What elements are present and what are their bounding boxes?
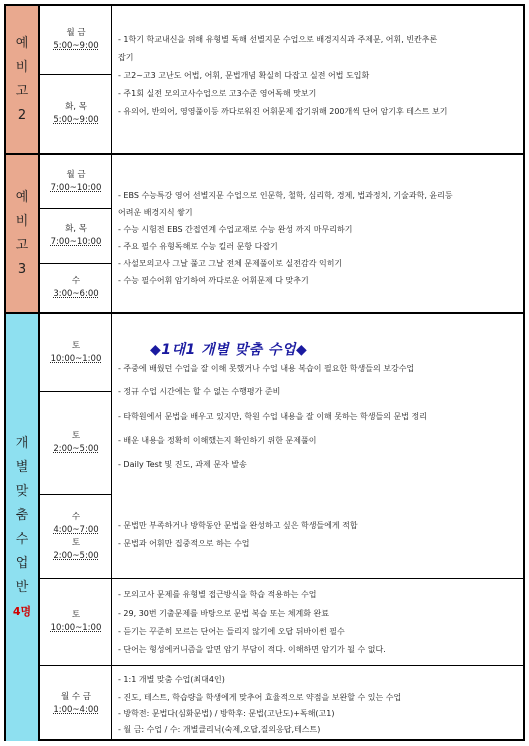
slot-time: 10:00~1:00 <box>50 623 102 633</box>
section-label-char: 개 <box>15 435 29 451</box>
slot-time: 7:00~10:00 <box>50 182 102 193</box>
class-size-badge: 4명 <box>12 604 32 618</box>
slot-time: 7:00~10:00 <box>50 237 102 247</box>
section-label-char: 2 <box>17 107 27 123</box>
content-line: - 주1회 실전 모의고사수업으로 고3수준 영어독해 맛보기 <box>118 89 317 98</box>
section-label-char: 예 <box>15 189 29 205</box>
content-line: - 타학원에서 문법을 배우고 있지만, 학원 수업 내용을 잘 이해 못하는 학생들의 문법 정리 <box>118 412 427 421</box>
section-label-char: 고 <box>15 237 29 253</box>
section-label-char: 비 <box>15 59 29 75</box>
content-line: - 수능 시험전 EBS 간접연계 수업교재로 수능 완성 까지 마무리하기 <box>118 225 353 234</box>
section-label-individual <box>6 314 38 741</box>
section-label-char: 반 <box>15 579 29 595</box>
slot-time: 5:00~9:00 <box>53 115 99 125</box>
content-line: - 주요 필수 유형독해로 수능 킬러 문항 다잡기 <box>118 242 278 251</box>
time-slot <box>40 155 112 208</box>
one-on-one-banner: ◆1대1 개별 맞춤 수업◆ <box>150 342 308 358</box>
time-slot <box>40 392 112 494</box>
section-label-char: 3 <box>17 261 27 277</box>
content-line: - 1학기 학교내신을 위해 유형별 독해 선별지문 수업으로 배경지식과 주제문, 어휘, 빈칸추론 <box>118 35 438 44</box>
time-slot <box>40 264 112 312</box>
section-label-char: 고 <box>15 83 29 99</box>
content-line: - 배운 내용을 정확히 이해했는지 확인하기 위한 문제풀이 <box>118 436 317 445</box>
section-label-char: 비 <box>15 213 29 229</box>
content-line: - 문법만 부족하거나 방학동안 문법을 완성하고 싶은 학생들에게 적합 <box>118 521 358 530</box>
slot-day: 수 <box>71 276 81 286</box>
slot-day: 수 <box>71 511 81 522</box>
section-label-char: 맞 <box>15 483 29 499</box>
content-line: - 월 금: 수업 / 수: 개별클리닉(숙제,오답,질의응답,테스트) <box>118 725 321 734</box>
slot-time: 3:00~6:00 <box>53 289 99 299</box>
content-line: - 1:1 개별 맞춤 수업(최대4인) <box>118 675 225 684</box>
slot-day: 토 <box>71 610 81 620</box>
time-slot <box>40 495 112 578</box>
slot-day: 화, 목 <box>65 102 87 112</box>
time-slot <box>40 666 112 741</box>
content-line: - 진도, 테스트, 학습량을 학생에게 맞추어 효율적으로 약점을 보완할 수 있는 수업 <box>118 693 402 702</box>
time-slot <box>40 579 112 665</box>
slot-day: 토 <box>71 431 81 441</box>
content-line: - 고2~고3 고난도 어법, 어휘, 문법개념 확실히 다잡고 실전 어법 도입화 <box>118 71 370 80</box>
time-slot <box>40 314 112 391</box>
content-line: - 문법과 어휘만 집중적으로 하는 수업 <box>118 539 250 548</box>
content-line: - 모의고사 문제를 유형별 접근방식을 학습 적용하는 수업 <box>118 590 317 599</box>
slot-time: 4:00~7:00 <box>53 524 99 535</box>
slot-time: 2:00~5:00 <box>53 444 99 454</box>
section-content-individual <box>118 6 522 741</box>
slot-time: 1:00~4:00 <box>53 704 99 715</box>
content-line: - EBS 수능특강 영어 선별지문 수업으로 인문학, 철학, 심리학, 경제, 법과정치, 기술과학, 윤리등 <box>118 191 453 200</box>
section-label-pre-grade3 <box>6 155 38 312</box>
slot-time: 5:00~9:00 <box>53 41 99 51</box>
slot-day: 월 금 <box>66 28 86 38</box>
schedule-table <box>4 4 525 741</box>
content-line: - 수능 필수어휘 암기하여 까다로운 어휘문제 다 맞추기 <box>118 276 309 285</box>
section-label-char: 예 <box>15 35 29 51</box>
content-line: - 29, 30번 기출문제를 바탕으로 문법 복습 또는 체계화 완료 <box>118 609 329 618</box>
time-slot <box>40 209 112 263</box>
content-line: - 유의어, 반의어, 영영풀이등 까다로워진 어휘문제 잡기위해 200개씩 단어 암기후 테스트 보기 <box>118 107 448 116</box>
content-line: 어려운 배경지식 쌓기 <box>118 208 193 217</box>
section-label-pre-grade2 <box>6 6 38 153</box>
content-line: - 단어는 형성에커니즘을 알면 암기 부담이 적다. 이해하면 암기가 될 수 없다. <box>118 645 386 654</box>
section-label-char: 별 <box>15 459 29 475</box>
content-line: - 주중에 배웠던 수업을 잘 이해 못했거나 수업 내용 복습이 필요한 학생들의 보강수업 <box>118 364 415 373</box>
slot-day: 월 금 <box>66 169 86 180</box>
slot-time: 10:00~1:00 <box>50 353 102 364</box>
slot-time: 2:00~5:00 <box>53 550 99 561</box>
time-slot <box>40 75 112 153</box>
content-line: - 정규 수업 시간에는 할 수 없는 수행평가 준비 <box>118 387 281 396</box>
section-label-char: 춤 <box>15 507 29 523</box>
content-line: - Daily Test 및 진도, 과제 문자 발송 <box>118 460 247 469</box>
slot-day: 토 <box>71 537 81 548</box>
section-label-char: 수 <box>15 531 29 547</box>
slot-day: 토 <box>71 340 81 351</box>
time-slot <box>40 6 112 74</box>
content-line: - 듣기는 꾸준히 모르는 단어는 들리지 않기에 오답 뒤바이썬 필수 <box>118 627 345 636</box>
slot-day: 월 수 금 <box>60 691 92 702</box>
slot-day: 화, 목 <box>65 224 87 234</box>
content-line: 잡기 <box>118 53 134 62</box>
content-line: - 방학전: 문법다(심화문법) / 방학후: 문법(고난도)+독해(고1) <box>118 709 335 718</box>
section-label-char: 업 <box>15 555 29 571</box>
content-line: - 사설모의고사 그날 풀고 그날 전체 문제풀이로 실전감각 익히기 <box>118 259 343 268</box>
